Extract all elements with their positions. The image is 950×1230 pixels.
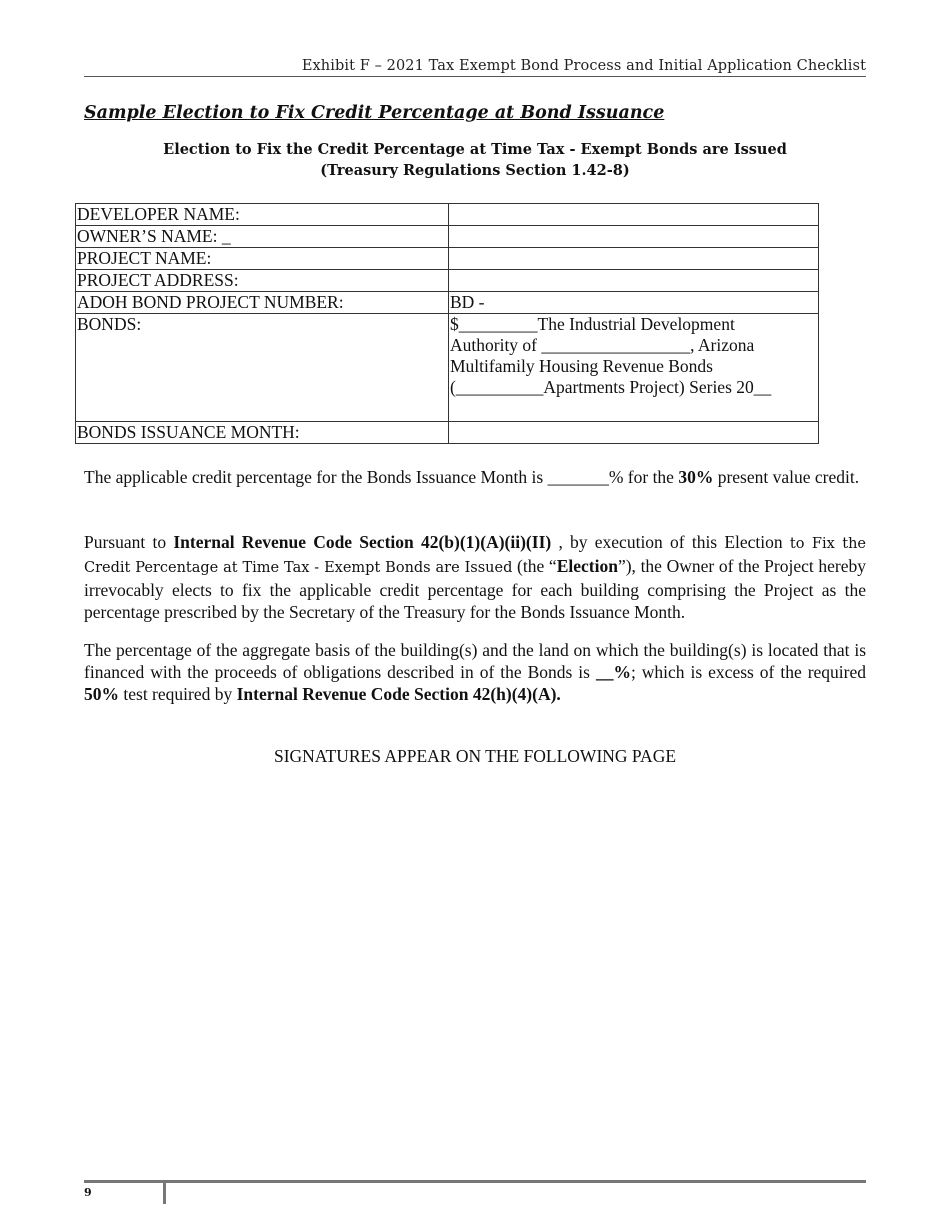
bond-project-number-field[interactable]: BD - [449,292,819,314]
project-address-label: PROJECT ADDRESS: [76,270,449,292]
signature-note: SIGNATURES APPEAR ON THE FOLLOWING PAGE [273,746,677,766]
aggregate-basis-paragraph: The percentage of the aggregate basis of the building(s) and the land on which the building(s) is located that is financed with the proceeds of obligations described in of the Bonds is __%; which is excess of the required 50% test required by Internal Revenue Code Section 42(h)(4)(A). [84,640,867,704]
exhibit-title: Exhibit F – 2021 Tax Exempt Bond Process and Initial Application Checklist [301,58,866,74]
project-name-label: PROJECT NAME: [76,248,449,270]
footer-divider-tick [163,1180,166,1204]
developer-name-field[interactable] [449,204,819,226]
owner-name-label: OWNER’S NAME: _ [76,226,449,248]
project-address-field[interactable] [449,270,819,292]
issuance-month-field[interactable] [449,422,819,444]
table-row [76,314,819,422]
project-info-table [75,203,819,444]
regulation-reference: (Treasury Regulations Section 1.42-8) [320,162,630,179]
bonds-line: $_________The Industrial Development [450,314,735,334]
credit-percentage-paragraph: The applicable credit percentage for the Bonds Issuance Month is _______% for the 30% present value credit. [84,467,860,487]
section-title: Sample Election to Fix Credit Percentage at Bond Issuance [84,103,665,123]
bonds-label: BONDS: [76,314,449,422]
bonds-line: (__________Apartments Project) Series 20__ [450,377,772,397]
bonds-description-field[interactable] [449,314,819,422]
developer-name-label: DEVELOPER NAME: [76,204,449,226]
table-row [76,248,819,270]
table-row [76,422,819,444]
owner-name-field[interactable] [449,226,819,248]
issuance-month-label: BONDS ISSUANCE MONTH: [76,422,449,444]
page-header [84,56,866,77]
bonds-line: Multifamily Housing Revenue Bonds [450,356,713,376]
table-row [76,292,819,314]
bonds-line: Authority of _________________, Arizona [450,335,755,355]
table-row [76,270,819,292]
table-row [76,226,819,248]
page-number: 9 [84,1186,92,1199]
footer-divider [84,1180,866,1183]
table-row [76,204,819,226]
election-paragraph: Pursuant to Internal Revenue Code Section 42(b)(1)(A)(ii)(II) , by execution of this Election to Fix the Credit Percentage at Time Tax - Exempt Bonds are Issued (the “Election”), the Owner of the Project hereby irrevocably elects to fix the applicable credit percentage for each building comprising the Project as the percentage prescribed by the Secretary of the Treasury for the Bonds Issuance Month. [84,532,867,622]
project-name-field[interactable] [449,248,819,270]
bond-project-number-label: ADOH BOND PROJECT NUMBER: [76,292,449,314]
election-heading: Election to Fix the Credit Percentage at Time Tax - Exempt Bonds are Issued [163,141,787,158]
